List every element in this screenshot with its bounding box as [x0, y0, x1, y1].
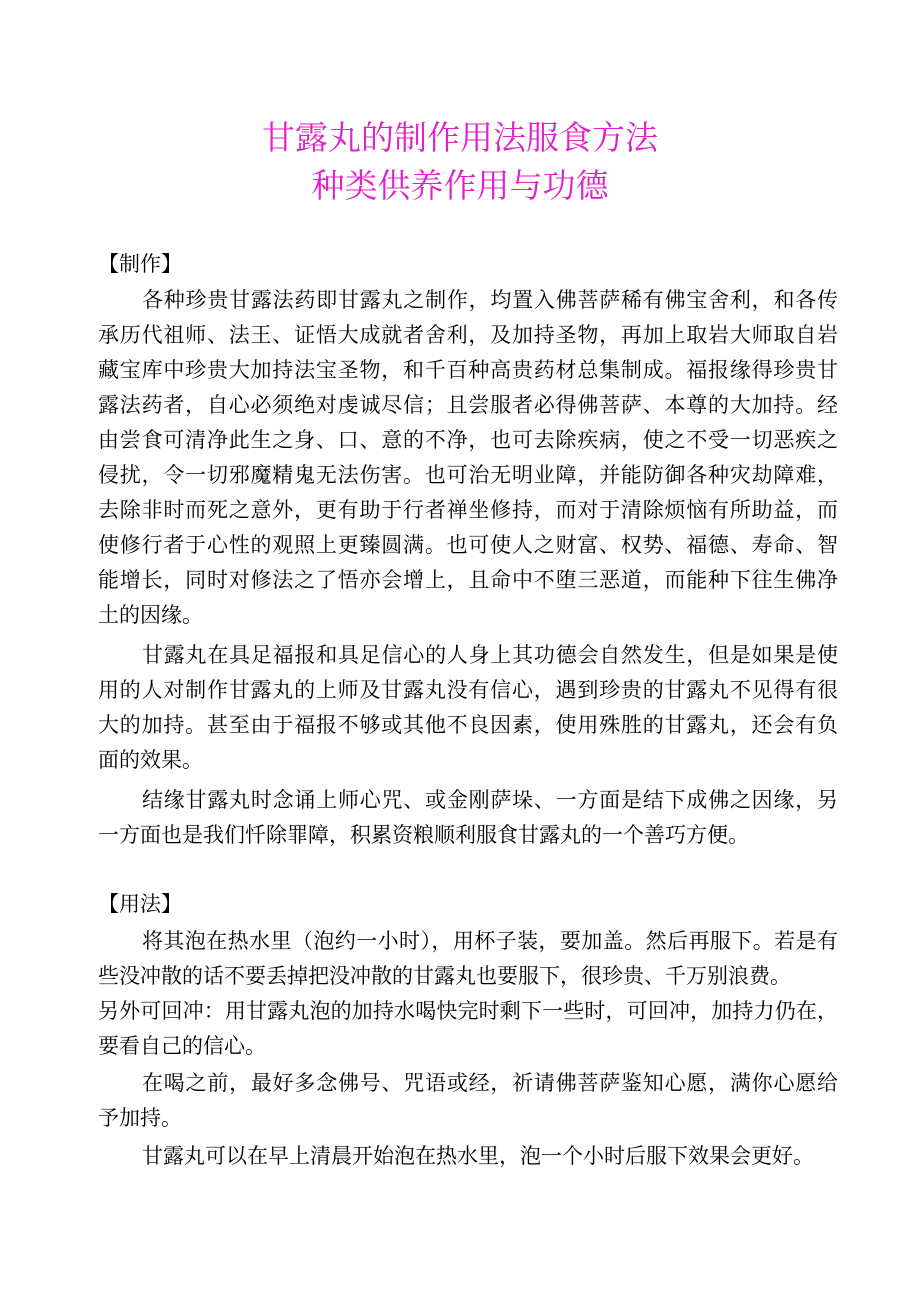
text-line: 面的效果。 — [98, 748, 203, 772]
section-heading-making: 【制作】 — [98, 252, 182, 276]
section-heading-usage: 【用法】 — [98, 892, 182, 916]
text-line: 一方面也是我们忏除罪障，积累资粮顺利服食甘露丸的一个善巧方便。 — [98, 823, 749, 847]
text-line: 些没冲散的话不要丢掉把没冲散的甘露丸也要服下，很珍贵、千万别浪费。 — [98, 964, 791, 988]
text-line: 大的加持。甚至由于福报不够或其他不良因素，使用殊胜的甘露丸，还会有负 — [98, 713, 838, 737]
text-line: 侵扰，令一切邪魔精鬼无法伤害。也可治无明业障，并能防御各种灾劫障难， — [98, 463, 838, 487]
text-line: 予加持。 — [98, 1106, 182, 1130]
document-title-line-2: 种类供养作用与功德 — [311, 166, 609, 205]
text-line: 承历代祖师、法王、证悟大成就者舍利，及加持圣物，再加上取岩大师取自岩 — [98, 323, 838, 347]
text-line: 要看自己的信心。 — [98, 1034, 266, 1058]
text-line: 能增长，同时对修法之了悟亦会增上，且命中不堕三恶道，而能种下往生佛净 — [98, 568, 838, 592]
text-line: 土的因缘。 — [98, 603, 203, 627]
text-line: 露法药者，自心必须绝对虔诚尽信；且尝服者必得佛菩萨、本尊的大加持。经 — [98, 393, 838, 417]
text-line: 甘露丸可以在早上清晨开始泡在热水里，泡一个小时后服下效果会更好。 — [142, 1144, 814, 1168]
text-line: 藏宝库中珍贵大加持法宝圣物，和千百种高贵药材总集制成。福报缘得珍贵甘 — [98, 358, 838, 382]
text-line: 使修行者于心性的观照上更臻圆满。也可使人之财富、权势、福德、寿命、智 — [98, 533, 838, 557]
text-line: 用的人对制作甘露丸的上师及甘露丸没有信心，遇到珍贵的甘露丸不见得有很 — [98, 678, 838, 702]
text-line: 甘露丸在具足福报和具足信心的人身上其功德会自然发生，但是如果是使 — [142, 643, 838, 667]
text-line: 将其泡在热水里（泡约一小时），用杯子装，要加盖。然后再服下。若是有 — [142, 929, 838, 953]
text-line: 由尝食可清净此生之身、口、意的不净，也可去除疾病，使之不受一切恶疾之 — [98, 428, 838, 452]
text-line: 各种珍贵甘露法药即甘露丸之制作，均置入佛菩萨稀有佛宝舍利，和各传 — [142, 288, 838, 312]
text-line: 另外可回冲：用甘露丸泡的加持水喝快完时剩下一些时，可回冲，加持力仍在， — [98, 999, 838, 1023]
text-line: 去除非时而死之意外，更有助于行者禅坐修持，而对于清除烦恼有所助益，而 — [98, 498, 838, 522]
text-line: 结缘甘露丸时念诵上师心咒、或金刚萨垛、一方面是结下成佛之因缘，另 — [142, 788, 838, 812]
text-line: 在喝之前，最好多念佛号、咒语或经，祈请佛菩萨鉴知心愿，满你心愿给 — [142, 1071, 838, 1095]
document-title-line-1: 甘露丸的制作用法服食方法 — [262, 118, 658, 157]
